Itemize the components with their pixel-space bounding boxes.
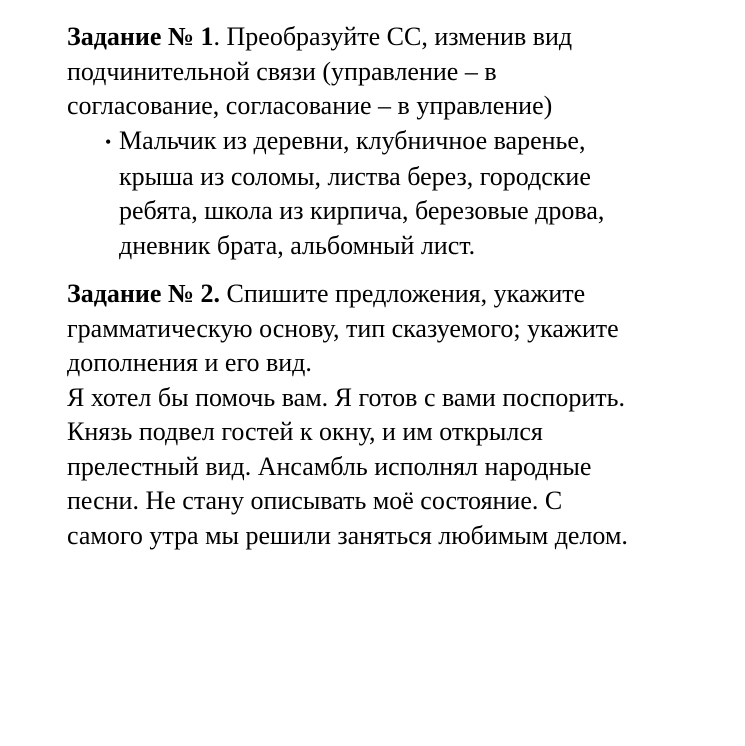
task-2-block xyxy=(67,277,737,553)
task-2-line-3: дополнения и его вид. xyxy=(67,348,312,378)
task-2-line-8: самого утра мы решили заняться любимым делом. xyxy=(67,520,628,550)
task-2-line-1: Спишите предложения, укажите xyxy=(220,279,586,309)
task-1-text-line-1: . Преобразуйте СС, изменив вид xyxy=(213,22,573,51)
task-2-title: Задание № 2. xyxy=(67,279,221,309)
task-1-bullet-line-1 xyxy=(105,124,737,160)
task-2-line-2: грамматическую основу, тип сказуемого; укажите xyxy=(67,313,619,343)
task-1-bullet-line-2: крыша из соломы, листва берез, городские xyxy=(119,161,591,191)
task-1-title: Задание № 1 xyxy=(67,22,214,51)
document-page xyxy=(67,20,737,553)
task-1-text-line-2: подчинительной связи (управление – в xyxy=(67,56,497,86)
task-2-heading-line xyxy=(67,277,737,312)
task-1-bullet-line-3: ребята, школа из кирпича, березовые дрова, xyxy=(119,196,605,226)
task-2-line-5: Князь подвел гостей к окну, и им открылся xyxy=(67,417,543,447)
task-1-block xyxy=(67,20,737,263)
task-2-line-7: песни. Не стану описывать моё состояние. С xyxy=(67,486,563,516)
bullet-icon: • xyxy=(105,132,112,153)
task-2-line-4: Я хотел бы помочь вам. Я готов с вами поспорить. xyxy=(67,382,625,412)
task-1-bullet-line-4: дневник брата, альбомный лист. xyxy=(119,230,476,260)
task-2-line-6: прелестный вид. Ансамбль исполнял народные xyxy=(67,451,592,481)
task-1-text-line-3: согласование, согласование – в управление) xyxy=(67,91,553,120)
task-1-bullet-text-1: Мальчик из деревни, клубничное варенье, xyxy=(119,125,586,155)
task-1-bullet-item xyxy=(67,124,737,264)
task-1-heading-line xyxy=(67,20,737,55)
